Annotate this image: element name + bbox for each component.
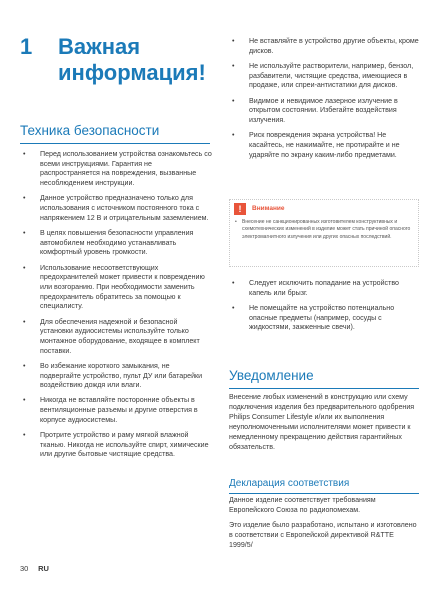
warning-icon: !: [234, 203, 246, 215]
list-item: • Не вставляйте в устройство другие объекты, кроме дисков.: [229, 37, 419, 56]
warning-title: Внимание: [252, 205, 285, 212]
conformity-heading: Декларация соответствия: [229, 478, 419, 494]
conformity-paragraph-2: Это изделие было разработано, испытано и изготовлено в соответствии с Европейской директивой R&TTE 1999/5/: [229, 521, 417, 549]
safety-list-continued: [229, 37, 419, 166]
conformity-paragraph-1: Данное изделие соответствует требованиям Европейского Союза по радиопомехам.: [229, 496, 376, 514]
chapter-number: 1: [20, 34, 33, 59]
safety-heading: Техника безопасности: [20, 123, 210, 144]
safety-list-after-note: [229, 279, 419, 339]
page-footer: [20, 564, 49, 573]
language-code: RU: [38, 564, 49, 573]
list-item: • Не помещайте на устройство потенциально опасные предметы (например, сосуды с жидкостями, зажженные свечи).: [229, 304, 419, 333]
notice-heading: Уведомление: [229, 368, 419, 389]
list-item: • Для обеспечения надежной и безопасной установки аудиосистемы используйте только монтажное оборудование, входящее в комплект поставки.: [20, 318, 212, 357]
list-item: • Перед использованием устройства ознакомьтесь со всеми инструкциями. Гарантия не распространяется на повреждения, вызванные несоблюдением инструкции.: [20, 150, 212, 189]
list-item: • Видимое и невидимое лазерное излучение в открытом состоянии. Избегайте воздействия излучения.: [229, 97, 419, 126]
list-item: • Следует исключить попадание на устройство капель или брызг.: [229, 279, 419, 298]
list-item: • Протрите устройство и раму мягкой влажной тканью. Никогда не используйте спирт, химические или другие бытовые чистящие средства.: [20, 431, 212, 460]
chapter-title: [20, 34, 212, 86]
list-item: • В целях повышения безопасности управления автомобилем необходимо устанавливать комфортный уровень громкости.: [20, 229, 212, 258]
safety-list: [20, 150, 212, 466]
list-item: • Во избежание короткого замыкания, не подвергайте устройство, пульт ДУ или батарейки воздействию дождя или влаги.: [20, 362, 212, 391]
list-item: • Данное устройство предназначено только для использования с источником постоянного тока с напряжением 12 В и отрицательным заземлением.: [20, 194, 212, 223]
list-item: • Использование несоответствующих предохранителей может привести к повреждению или возгоранию. При необходимости заменить предохранитель обратитесь за помощью к специалисту.: [20, 264, 212, 313]
list-item: • Никогда не вставляйте посторонние объекты в вентиляционные разъемы и другие отверстия в корпусе аудиосистемы.: [20, 396, 212, 425]
chapter-heading: Важная информация!: [58, 34, 206, 85]
notice-text: Внесение любых изменений в конструкцию или схему подключения изделия без предварительного одобрения Philips Consumer Lifestyle и/или их выполнения неуполномоченными исполнителями может привести к немедленному прекращению действия гарантийных обязательств.: [229, 393, 415, 451]
page-number: 30: [20, 564, 29, 573]
warning-text: • Внесение не санкционированных изготовителем конструктивных и схемотехнических изменений в изделие может стать причиной опасного электромагнитного излучения или других опасных последствий.: [234, 219, 414, 241]
list-item: • Риск повреждения экрана устройства! Не касайтесь, не нажимайте, не протирайте и не ударяйте по экрану каким-либо предметами.: [229, 131, 419, 160]
list-item: • Не используйте растворители, например, бензол, разбавители, чистящие средства, имеющиеся в продаже, или спреи-антистатики для дисков.: [229, 62, 419, 91]
warning-note: [229, 199, 419, 267]
warning-list: [234, 219, 414, 241]
